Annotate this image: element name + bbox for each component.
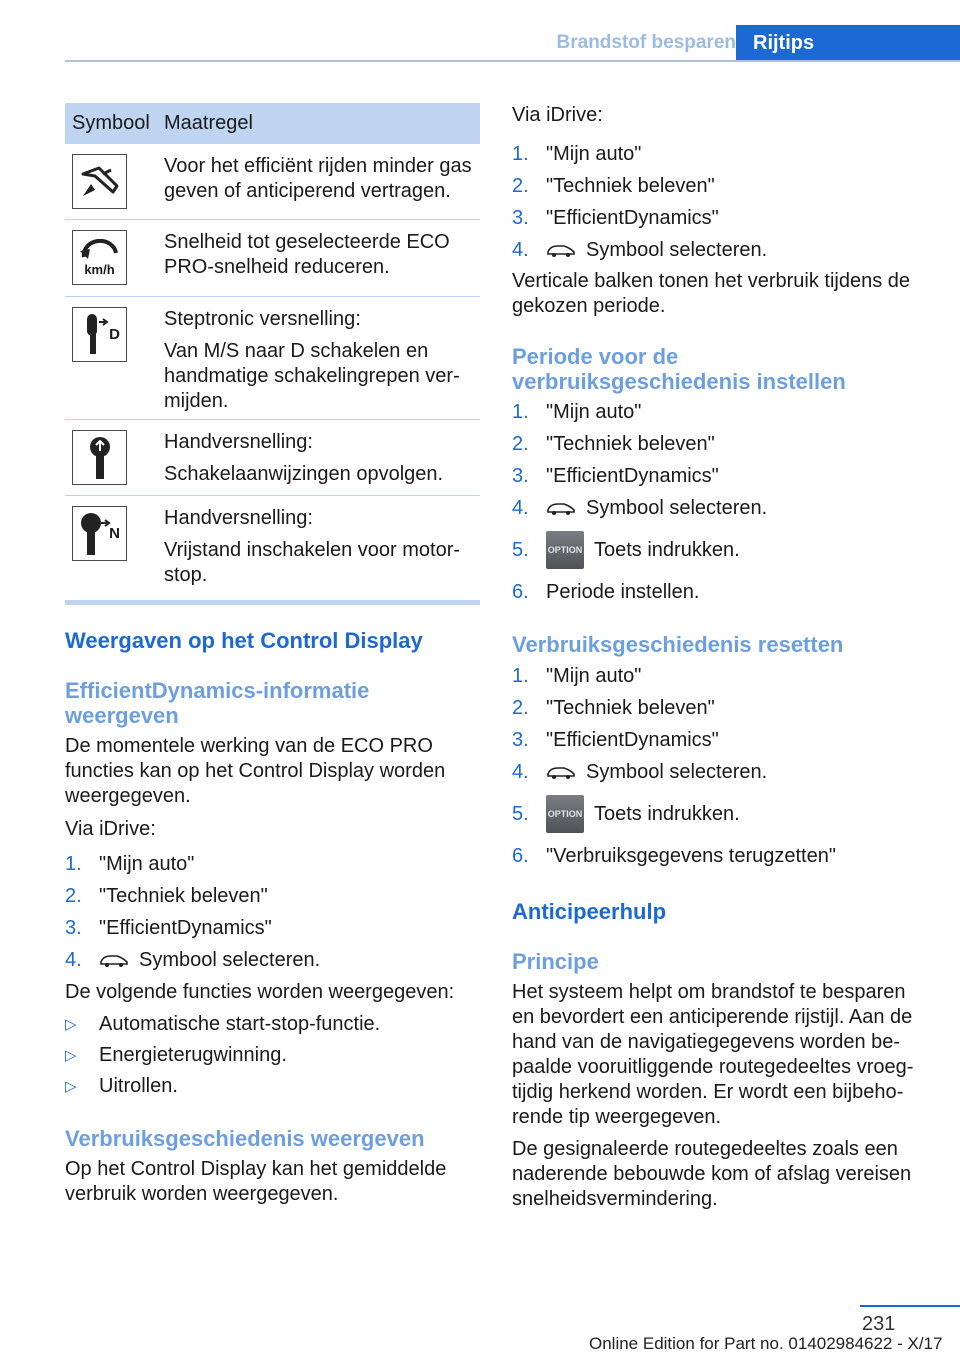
paragraph: Via iDrive: <box>512 104 603 126</box>
foot-pedal-icon <box>72 154 127 209</box>
paragraph: De gesignaleerde routegedeeltes zoals een naderende bebouwde kom of afslag vereisen snelheidsvermindering. <box>512 1138 912 1210</box>
section-heading: Anticipeerhulp <box>512 899 667 924</box>
section-heading: Weergaven op het Control Display <box>65 628 423 653</box>
list-item: 1. "Mijn auto" <box>512 400 642 423</box>
list-item: ▷ Automatische start-stop-functie. <box>65 1013 381 1035</box>
list-item: ▷ Uitrollen. <box>65 1075 178 1097</box>
row-text: Handversnelling: <box>164 507 313 529</box>
table-row <box>65 496 480 593</box>
subsection-heading: Verbruiksgeschiedenis resetten <box>512 632 844 657</box>
eco-car-icon <box>546 500 576 516</box>
table-end-rule <box>65 600 480 605</box>
gear-letter: D <box>109 326 120 343</box>
row-text: Schakelaanwijzingen opvolgen. <box>164 463 444 485</box>
header-rule <box>65 60 960 62</box>
list-item: 1. "Mijn auto" <box>512 142 642 165</box>
gear-letter: N <box>109 525 120 542</box>
row-text: Vrijstand inschakelen voor motorstop. <box>164 539 461 586</box>
list-item: 2. "Techniek beleven" <box>512 432 715 455</box>
page-number: 231 <box>862 1313 896 1335</box>
paragraph: Op het Control Display kan het gemiddelde verbruik worden weergegeven. <box>65 1158 447 1205</box>
list-item: 6. "Verbruiksgegevens terugzetten" <box>512 844 836 867</box>
eco-car-icon <box>546 242 576 258</box>
paragraph: Het systeem helpt om brandstof te besparen en bevordert een anticiperende rijstijl. Aan de hand van de navigatiegegevens worden bepaalde vooruitliggende routegedeeltes vroegtijdig herkend worden. Er wordt een bijbehorende tip weergegeven. <box>512 981 914 1128</box>
list-item: 2. "Techniek beleven" <box>512 696 715 719</box>
eco-car-icon <box>99 952 129 968</box>
table-row <box>65 297 480 420</box>
list-item: 5. OPTION Toets indrukken. <box>512 524 932 576</box>
gear-shift-icon <box>72 430 127 485</box>
list-item: 4. Symbool selecteren. <box>512 238 768 261</box>
list-item: 3. "EfficientDynamics" <box>512 464 719 487</box>
eco-car-icon <box>546 764 576 780</box>
steps-list <box>512 138 932 266</box>
row-text: Steptronic versnelling: <box>164 308 361 330</box>
list-item: 4. Symbool selecteren. <box>65 948 321 971</box>
list-item: 3. "EfficientDynamics" <box>512 728 719 751</box>
list-item: 6. Periode instellen. <box>512 580 700 603</box>
list-item: 2. "Techniek beleven" <box>65 884 268 907</box>
list-item: 3. "EfficientDynamics" <box>512 206 719 229</box>
steps-list <box>512 660 932 872</box>
list-item: 1. "Mijn auto" <box>65 852 195 875</box>
row-text: Handversnelling: <box>164 431 313 453</box>
steptronic-d-icon <box>72 307 127 362</box>
gear-neutral-icon <box>72 506 127 561</box>
row-text: Snelheid tot geselecteerde ECO PRO-snelheid reduceren. <box>164 231 450 278</box>
table-row <box>65 420 480 496</box>
table-header <box>65 103 480 144</box>
option-button-icon: OPTION <box>546 531 584 569</box>
speed-arc-icon <box>72 230 127 285</box>
speed-unit-label: km/h <box>84 261 115 277</box>
list-item: 2. "Techniek beleven" <box>512 174 715 197</box>
table-row <box>65 220 480 297</box>
steps-list <box>65 848 480 976</box>
list-item: 4. Symbool selecteren. <box>512 760 768 783</box>
left-column <box>65 103 480 1207</box>
header-section-title: Brandstof besparen <box>556 32 736 53</box>
page-number-rule <box>860 1305 960 1307</box>
row-text: Voor het efficiënt rijden minder gas geven of anticiperend vertragen. <box>164 155 472 202</box>
subsection-heading: Periode voor de verbruiksgeschiedenis instellen <box>512 344 846 394</box>
paragraph: De momentele werking van de ECO PRO functies kan op het Control Display worden weergegeven. <box>65 735 446 807</box>
table-header-symbol: Symbool <box>72 112 150 134</box>
list-item: 4. Symbool selecteren. <box>512 496 768 519</box>
paragraph: Via iDrive: <box>65 818 156 840</box>
list-item: 5. OPTION Toets indrukken. <box>512 788 932 840</box>
measures-table <box>65 103 480 605</box>
steps-list <box>512 396 932 608</box>
option-button-icon: OPTION <box>546 795 584 833</box>
list-item: ▷ Energieterugwinning. <box>65 1044 287 1066</box>
edition-footer: Online Edition for Part no. 01402984622 - X/17 <box>589 1334 943 1353</box>
table-row <box>65 144 480 220</box>
paragraph: Verticale balken tonen het verbruik tijdens de gekozen periode. <box>512 270 911 317</box>
list-item: 3. "EfficientDynamics" <box>65 916 272 939</box>
row-text: Van M/S naar D schakelen en handmatige schakelingrepen vermijden. <box>164 340 460 412</box>
list-item: 1. "Mijn auto" <box>512 664 642 687</box>
table-header-measure: Maatregel <box>164 112 253 134</box>
header-chapter-tab: Rijtips <box>736 25 960 61</box>
paragraph: De volgende functies worden weergegeven: <box>65 981 455 1003</box>
right-column <box>512 103 932 1212</box>
subsection-heading: Verbruiksgeschiedenis weergeven <box>65 1126 425 1151</box>
bullet-list <box>65 1009 480 1102</box>
subsection-heading: EfficientDynamics-informatie weergeven <box>65 678 370 728</box>
subsection-heading: Principe <box>512 949 599 974</box>
